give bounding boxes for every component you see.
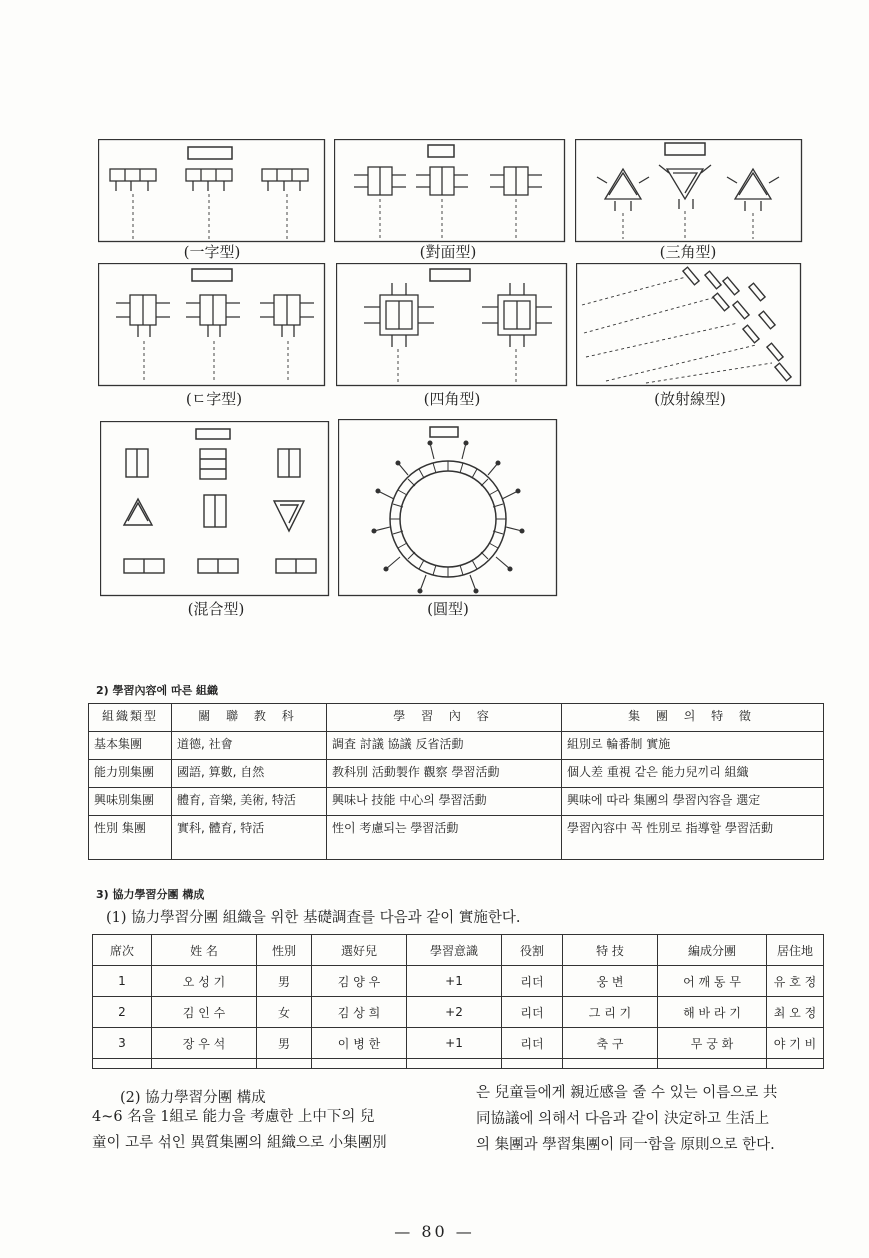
table-cell: 김 양 우 xyxy=(312,966,407,997)
table-cell: 어 깨 동 무 xyxy=(658,966,767,997)
table-row-empty xyxy=(93,1059,824,1069)
table-row xyxy=(89,788,824,816)
table-cell: 男 xyxy=(257,1028,312,1059)
table-cell: +1 xyxy=(407,1028,502,1059)
figure-honhap xyxy=(100,421,330,597)
table-cell: 이 병 한 xyxy=(312,1028,407,1059)
table-header-row xyxy=(93,935,824,966)
table-cell: 教科別 活動製作 觀察 學習活動 xyxy=(327,760,562,788)
table-cell: 3 xyxy=(93,1028,152,1059)
table-cell: 實科, 體育, 特活 xyxy=(172,816,327,860)
figure-samgak xyxy=(575,139,803,243)
section-2-heading: 2) 學習內容에 따른 組織 xyxy=(96,684,219,697)
table-header: 學習意識 xyxy=(407,935,502,966)
caption-samgak: (三角型) xyxy=(659,243,717,261)
paragraph-line: 은 兒童들에게 親近感을 줄 수 있는 이름으로 共 xyxy=(476,1085,778,1101)
table-cell: 國語, 算數, 自然 xyxy=(172,760,327,788)
right-paragraph xyxy=(476,1080,836,1158)
figure-sagak xyxy=(336,263,568,387)
learning-content-table xyxy=(88,703,824,860)
table-cell: 리더 xyxy=(502,966,563,997)
cooperative-group-table xyxy=(92,934,824,1069)
table-header: 性別 xyxy=(257,935,312,966)
table-cell: 김 인 수 xyxy=(152,997,257,1028)
table-cell: 興味나 技能 中心의 學習活動 xyxy=(327,788,562,816)
figure-digeut xyxy=(98,263,326,387)
table-header: 居住地 xyxy=(767,935,824,966)
table-cell: 個人差 重視 같은 能力兒끼리 組織 xyxy=(562,760,824,788)
table-cell: 장 우 석 xyxy=(152,1028,257,1059)
table-cell: 최 오 정 xyxy=(767,997,824,1028)
figure-won xyxy=(338,419,558,597)
table-header: 姓 名 xyxy=(152,935,257,966)
table-cell: 유 호 정 xyxy=(767,966,824,997)
caption-bangsaseon: (放射線型) xyxy=(654,390,726,408)
table-cell: 리더 xyxy=(502,1028,563,1059)
table-cell: 야 기 비 xyxy=(767,1028,824,1059)
table-header: 集 團 의 特 徵 xyxy=(562,704,824,732)
table-cell: 男 xyxy=(257,966,312,997)
table-cell: 그 리 기 xyxy=(563,997,658,1028)
table-cell: 리더 xyxy=(502,997,563,1028)
table-row xyxy=(93,966,824,997)
table-cell: 1 xyxy=(93,966,152,997)
table-header: 編成分團 xyxy=(658,935,767,966)
table-cell: 해 바 라 기 xyxy=(658,997,767,1028)
table-cell: 김 상 희 xyxy=(312,997,407,1028)
table-cell: 組別로 輪番制 實施 xyxy=(562,732,824,760)
table-cell: 能力別集團 xyxy=(89,760,172,788)
paragraph-line: 의 集團과 學習集團이 同一함을 原則으로 한다. xyxy=(476,1137,775,1153)
caption-sagak: (四角型) xyxy=(423,390,481,408)
table-header: 選好兒 xyxy=(312,935,407,966)
table-row xyxy=(89,732,824,760)
subsection-1-title: (1) 協力學習分團 組織을 위한 基礎調査를 다음과 같이 實施한다. xyxy=(106,910,521,926)
table-cell: 體育, 音樂, 美術, 特活 xyxy=(172,788,327,816)
subsection-2-title: (2) 協力學習分團 構成 xyxy=(120,1090,266,1106)
table-cell: +1 xyxy=(407,966,502,997)
left-paragraph xyxy=(92,1104,462,1156)
paragraph-line: 童이 고루 섞인 異質集團의 組織으로 小集團別 xyxy=(92,1135,387,1151)
table-cell: 興味에 따라 集團의 學習內容을 選定 xyxy=(562,788,824,816)
table-header: 役割 xyxy=(502,935,563,966)
table-header: 組織類型 xyxy=(89,704,172,732)
table-cell: +2 xyxy=(407,997,502,1028)
table-cell: 道德, 社會 xyxy=(172,732,327,760)
table-header: 學 習 內 容 xyxy=(327,704,562,732)
caption-daemyeon: (對面型) xyxy=(419,243,477,261)
table-header-row xyxy=(89,704,824,732)
table-header: 席次 xyxy=(93,935,152,966)
table-row xyxy=(89,816,824,860)
table-cell: 웅 변 xyxy=(563,966,658,997)
table-row xyxy=(93,1028,824,1059)
section-3-heading: 3) 協力學習分團 構成 xyxy=(96,888,205,901)
table-cell: 무 궁 화 xyxy=(658,1028,767,1059)
caption-won: (圓型) xyxy=(427,600,469,618)
figure-ilja xyxy=(98,139,326,243)
table-cell: 축 구 xyxy=(563,1028,658,1059)
table-header: 特 技 xyxy=(563,935,658,966)
caption-ilja: (一字型) xyxy=(183,243,241,261)
table-cell: 女 xyxy=(257,997,312,1028)
table-cell: 興味別集團 xyxy=(89,788,172,816)
table-row xyxy=(93,997,824,1028)
table-cell: 性이 考慮되는 學習活動 xyxy=(327,816,562,860)
figure-daemyeon xyxy=(334,139,566,243)
table-cell: 性別 集團 xyxy=(89,816,172,860)
paragraph-line: 同協議에 의해서 다음과 같이 決定하고 生活上 xyxy=(476,1111,770,1127)
table-cell: 오 성 기 xyxy=(152,966,257,997)
caption-honhap: (混合型) xyxy=(187,600,245,618)
paragraph-line: 4~6 名을 1組로 能力을 考慮한 上中下의 兒 xyxy=(92,1109,375,1125)
caption-digeut: (ㄷ字型) xyxy=(185,390,243,408)
table-header: 關 聯 教 科 xyxy=(172,704,327,732)
page-number: — 80 — xyxy=(394,1222,475,1241)
figure-bangsaseon xyxy=(576,263,802,387)
table-cell: 調査 討議 協議 反省活動 xyxy=(327,732,562,760)
table-cell: 2 xyxy=(93,997,152,1028)
table-cell: 學習內容中 꼭 性別로 指導할 學習活動 xyxy=(562,816,824,860)
table-cell: 基本集團 xyxy=(89,732,172,760)
table-row xyxy=(89,760,824,788)
